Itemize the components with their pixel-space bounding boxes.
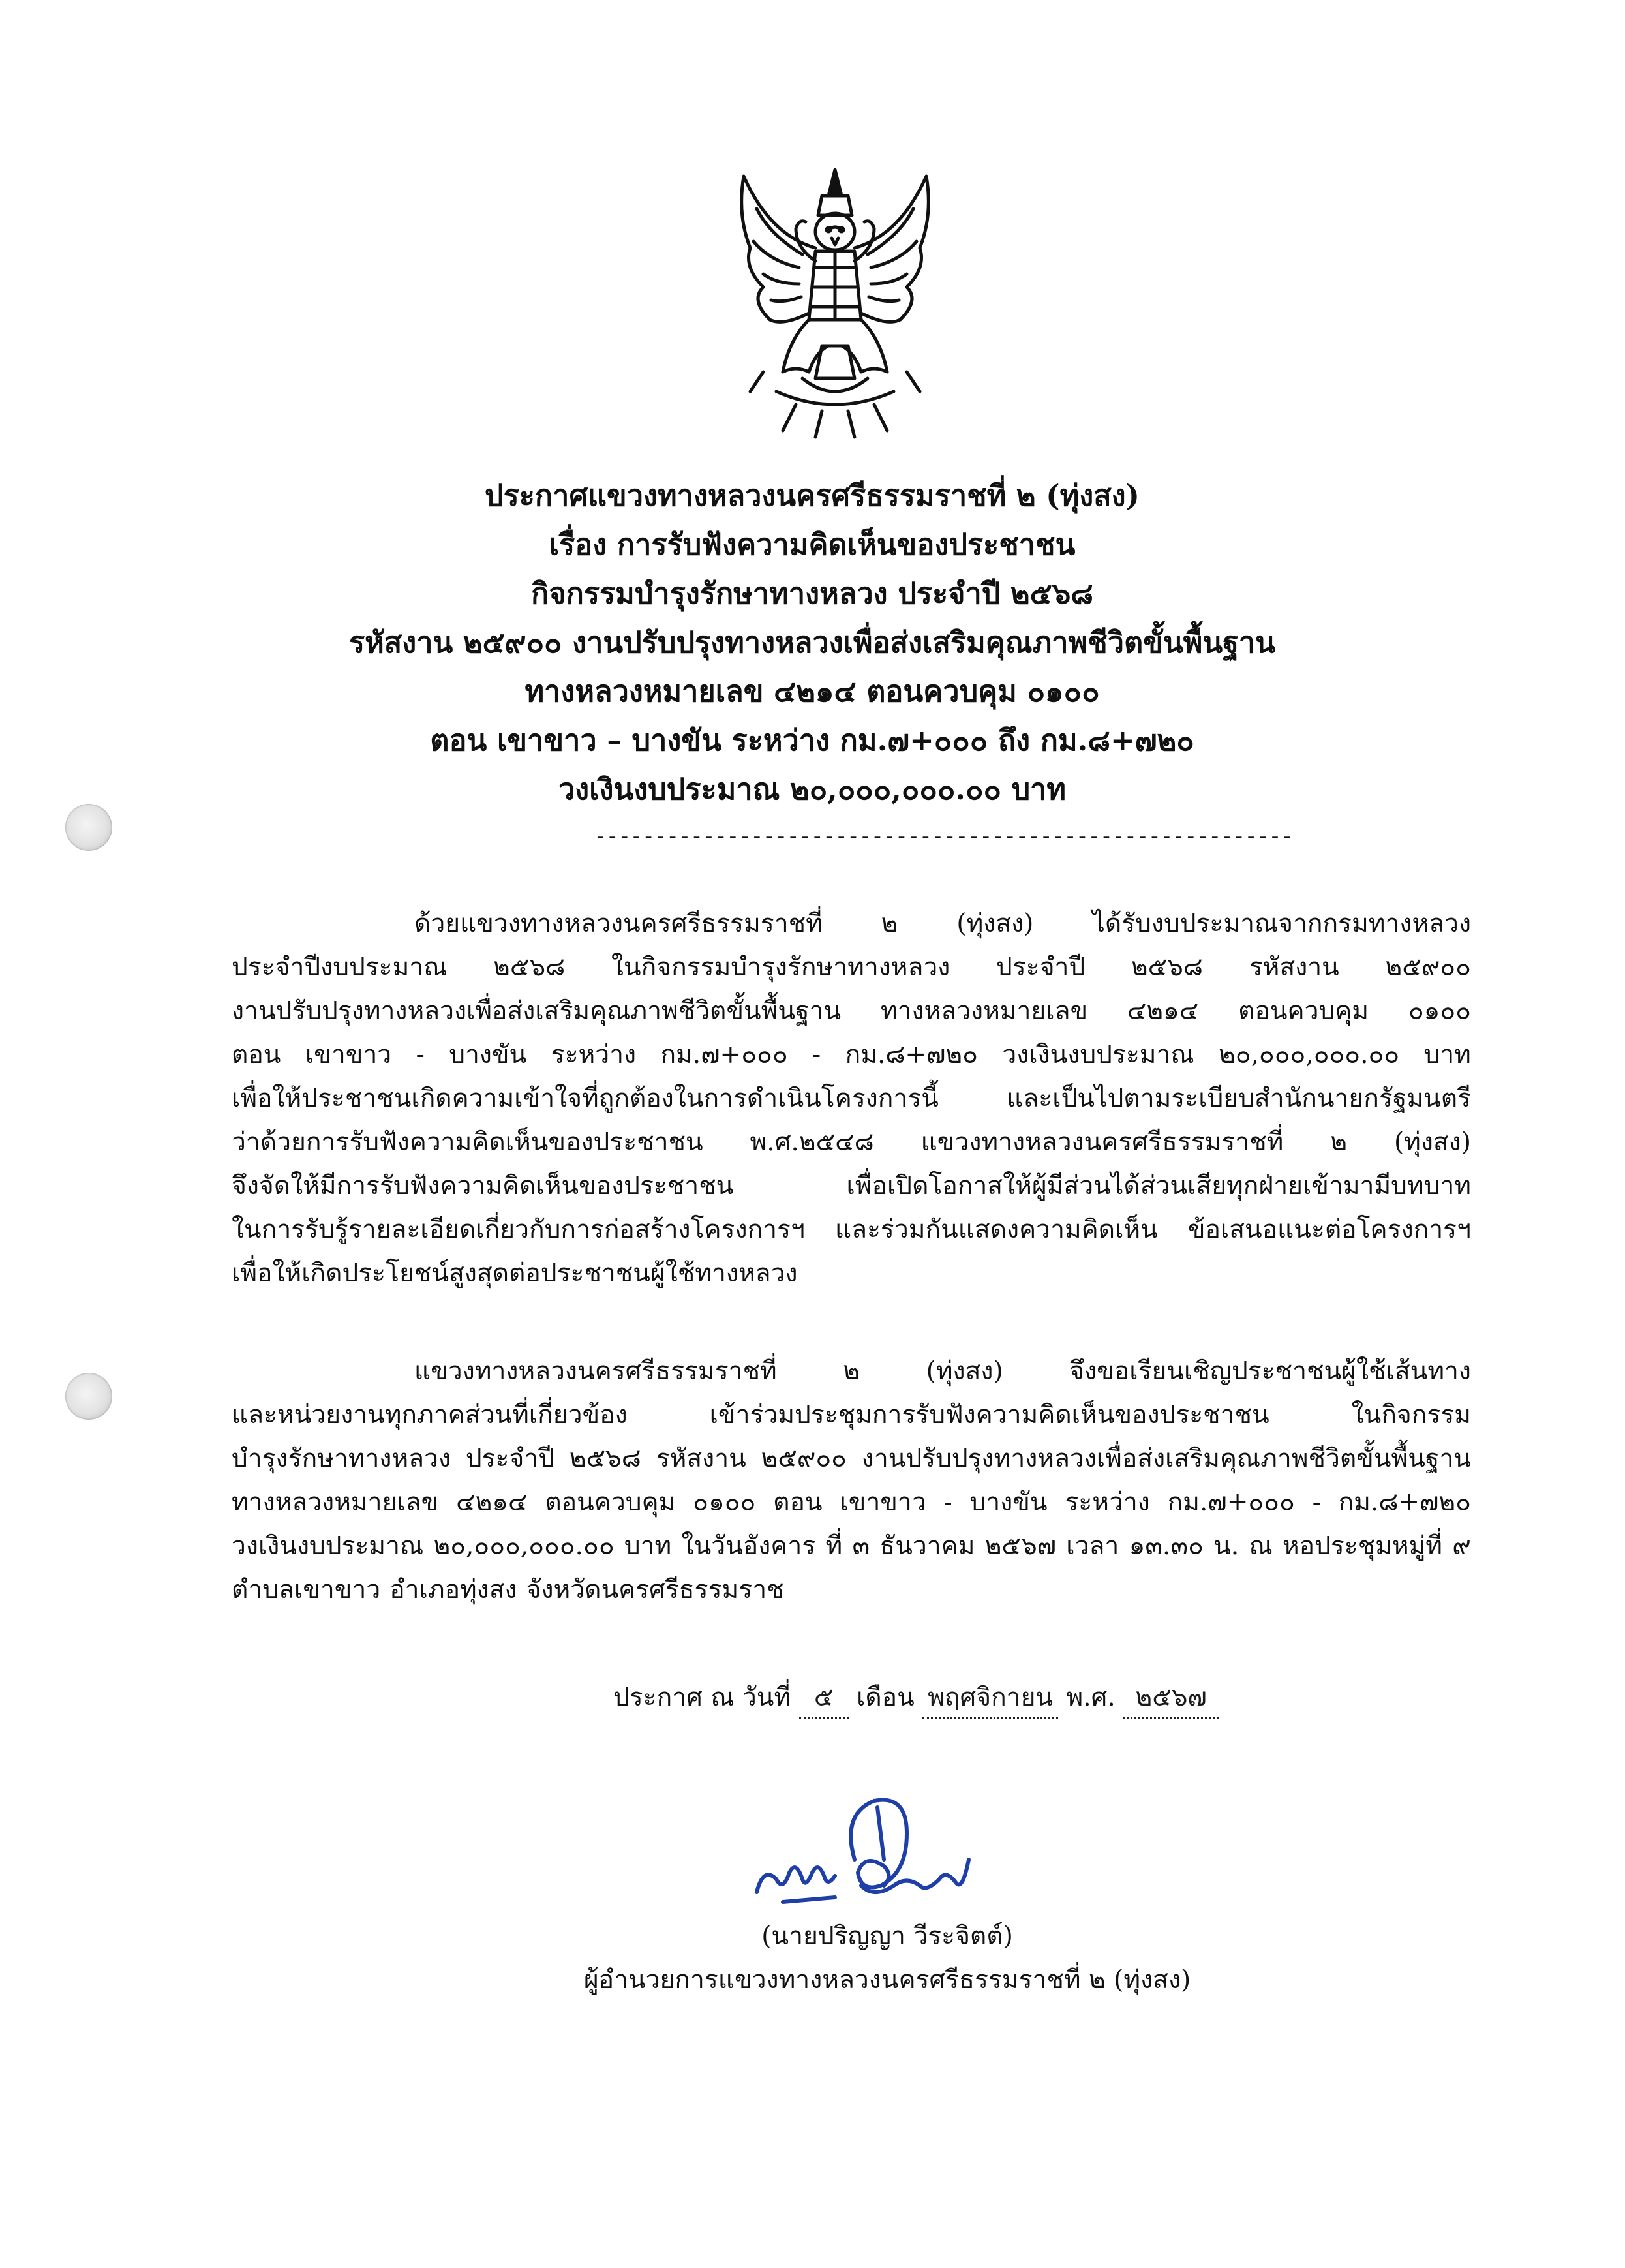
heading-section: ตอน เขาขาว – บางขัน ระหว่าง กม.๗+๐๐๐ ถึง กม.๘+๗๒๐ (430, 723, 1194, 758)
paragraph-line: ว่าด้วยการรับฟังความคิดเห็นของประชาชน พ.ศ.๒๕๔๘ แขวงทางหลวงนครศรีธรรมราชที่ ๒ (ทุ่งสง) (232, 1127, 1471, 1157)
paragraph-line: ตำบลเขาขาว อำเภอทุ่งสง จังหวัดนครศรีธรรมราช (232, 1575, 784, 1604)
heading-activity: กิจกรรมบำรุงรักษาทางหลวง ประจำปี ๒๕๖๘ (530, 576, 1093, 611)
paragraph-line: ตอน เขาขาว - บางขัน ระหว่าง กม.๗+๐๐๐ - กม.๘+๗๒๐ วงเงินงบประมาณ ๒๐,๐๐๐,๐๐๐.๐๐ บาท (232, 1040, 1471, 1069)
paragraph-line: วงเงินงบประมาณ ๒๐,๐๐๐,๐๐๐.๐๐ บาท ในวันอังคาร ที่ ๓ ธันวาคม ๒๕๖๗ เวลา ๑๓.๓๐ น. ณ หอประชุมหมู่ที่ ๙ (232, 1531, 1471, 1561)
garuda-emblem-icon (724, 157, 946, 444)
body-paragraph-1 (232, 902, 1471, 1295)
date-year: ๒๕๖๗ (1123, 1677, 1219, 1719)
separator-line: ---------------------------------------------------------- (594, 823, 1293, 850)
paragraph-line: งานปรับปรุงทางหลวงเพื่อส่งเสริมคุณภาพชีวิตขั้นพื้นฐาน ทางหลวงหมายเลข ๔๒๑๔ ตอนควบคุม ๐๑๐๐ (232, 996, 1471, 1026)
paragraph-line: ในการรับรู้รายละเอียดเกี่ยวกับการก่อสร้างโครงการฯ และร่วมกันแสดงความคิดเห็น ข้อเสนอแนะต่อโครงการฯ (232, 1215, 1471, 1244)
signer-title: ผู้อำนวยการแขวงทางหลวงนครศรีธรรมราชที่ ๒ (ทุ่งสง) (583, 1965, 1191, 1995)
date-day: ๕ (799, 1677, 849, 1719)
paragraph-line: เพื่อให้เกิดประโยชน์สูงสุดต่อประชาชนผู้ใช้ทางหลวง (232, 1259, 798, 1288)
paragraph-line: จึงจัดให้มีการรับฟังความคิดเห็นของประชาชน เพื่อเปิดโอกาสให้ผู้มีส่วนได้ส่วนเสียทุกฝ่ายเข้ามามีบทบาท (232, 1171, 1471, 1201)
announcement-date (613, 1677, 1219, 1719)
date-year-label: พ.ศ. (1066, 1683, 1116, 1712)
heading-highway-number: ทางหลวงหมายเลข ๔๒๑๔ ตอนควบคุม ๐๑๐๐ (524, 674, 1100, 709)
signer-name: (นายปริญญา วีระจิตต์) (761, 1922, 1013, 1951)
paragraph-line: ประจำปีงบประมาณ ๒๕๖๘ ในกิจกรรมบำรุงรักษาทางหลวง ประจำปี ๒๕๖๘ รหัสงาน ๒๕๙๐๐ (232, 953, 1471, 982)
announcement-heading (196, 471, 1429, 814)
heading-project-code: รหัสงาน ๒๕๙๐๐ งานปรับปรุงทางหลวงเพื่อส่งเสริมคุณภาพชีวิตขั้นพื้นฐาน (348, 625, 1276, 660)
body-paragraph-2 (232, 1349, 1471, 1612)
paragraph-line: แขวงทางหลวงนครศรีธรรมราชที่ ๒ (ทุ่งสง) จึงขอเรียนเชิญประชาชนผู้ใช้เส้นทาง (414, 1356, 1471, 1386)
paragraph-line: และหน่วยงานทุกภาคส่วนที่เกี่ยวข้อง เข้าร่วมประชุมการรับฟังความคิดเห็นของประชาชน ในกิจกรรม (232, 1400, 1471, 1430)
handwritten-signature (744, 1788, 992, 1912)
paragraph-line: เพื่อให้ประชาชนเกิดความเข้าใจที่ถูกต้องในการดำเนินโครงการนี้ และเป็นไปตามระเบียบสำนักนายกรัฐมนตรี (232, 1084, 1471, 1113)
punch-hole (65, 1373, 112, 1420)
heading-title: ประกาศแขวงทางหลวงนครศรีธรรมราชที่ ๒ (ทุ่งสง) (485, 478, 1140, 513)
punch-hole (65, 804, 112, 851)
date-month-label: เดือน (856, 1683, 915, 1712)
paragraph-line: ด้วยแขวงทางหลวงนครศรีธรรมราชที่ ๒ (ทุ่งสง) ได้รับงบประมาณจากกรมทางหลวง (414, 909, 1471, 938)
paragraph-line: บำรุงรักษาทางหลวง ประจำปี ๒๕๖๘ รหัสงาน ๒๕๙๐๐ งานปรับปรุงทางหลวงเพื่อส่งเสริมคุณภาพชีวิตขั้นพื้นฐาน (232, 1444, 1471, 1473)
heading-subject: เรื่อง การรับฟังความคิดเห็นของประชาชน (549, 527, 1076, 562)
paragraph-line: ทางหลวงหมายเลข ๔๒๑๔ ตอนควบคุม ๐๑๐๐ ตอน เขาขาว - บางขัน ระหว่าง กม.๗+๐๐๐ - กม.๘+๗๒๐ (232, 1488, 1471, 1517)
heading-budget: วงเงินงบประมาณ ๒๐,๐๐๐,๐๐๐.๐๐ บาท (558, 772, 1067, 806)
date-prefix: ประกาศ ณ วันที่ (613, 1683, 791, 1712)
date-month: พฤศจิกายน (922, 1677, 1058, 1719)
